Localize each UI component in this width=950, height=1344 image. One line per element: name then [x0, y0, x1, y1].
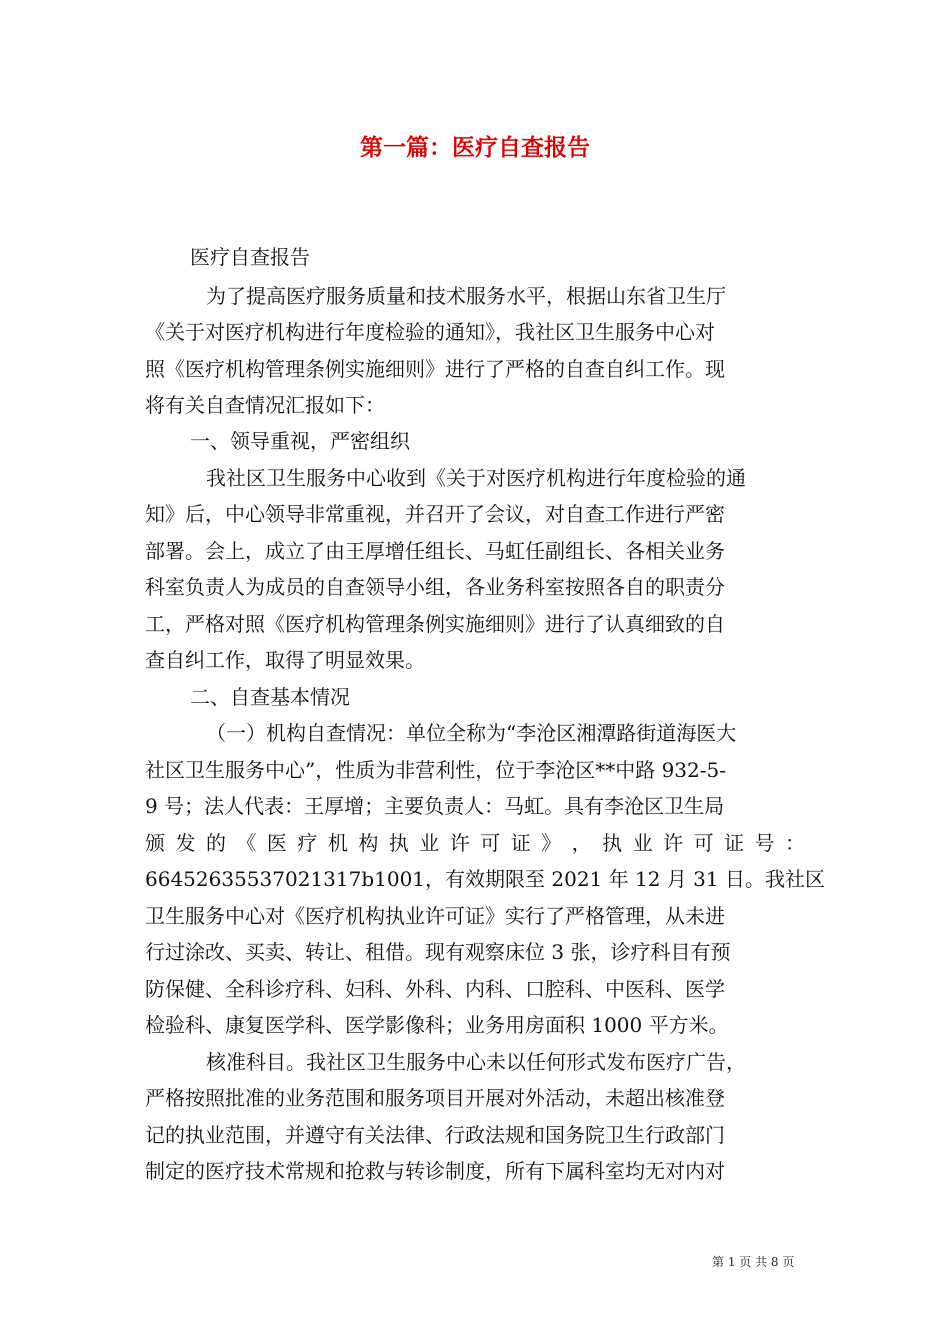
section-heading: 一、领导重视，严密组织 — [190, 429, 410, 453]
section-heading: 二、自查基本情况 — [190, 685, 350, 709]
page-number: 第 1 页 共 8 页 — [712, 1255, 795, 1269]
body-line: 记的执业范围，并遵守有关法律、行政法规和国务院卫生行政部门 — [145, 1123, 725, 1147]
body-line-justified: 颁 发 的 《 医 疗 机 构 执 业 许 可 证 》 ， 执 业 许 可 证 号 ： — [145, 831, 805, 855]
body-line: 检验科、康复医学科、医学影像科；业务用房面积 1000 平方米。 — [145, 1013, 729, 1037]
body-line: 查自纠工作，取得了明显效果。 — [145, 648, 425, 672]
body-line: 知》后，中心领导非常重视，并召开了会议，对自查工作进行严密 — [145, 502, 725, 526]
body-line: 卫生服务中心对《医疗机构执业许可证》实行了严格管理，从未进 — [145, 904, 725, 928]
body-line: 部署。会上，成立了由王厚增任组长、马虹任副组长、各相关业务 — [145, 539, 725, 563]
body-line: 我社区卫生服务中心收到《关于对医疗机构进行年度检验的通 — [206, 466, 746, 490]
page-title: 第一篇：医疗自查报告 — [360, 134, 590, 161]
body-line: 制定的医疗技术常规和抢救与转诊制度，所有下属科室均无对内对 — [145, 1159, 725, 1183]
body-line: 防保健、全科诊疗科、妇科、外科、内科、口腔科、中医科、医学 — [145, 977, 725, 1001]
body-line: 行过涂改、买卖、转让、租借。现有观察床位 3 张，诊疗科目有预 — [145, 940, 731, 964]
body-line: （一）机构自查情况：单位全称为“李沧区湘潭路街道海医大 — [206, 721, 737, 745]
body-line: 核准科目。我社区卫生服务中心未以任何形式发布医疗广告， — [206, 1050, 746, 1074]
body-line: 严格按照批准的业务范围和服务项目开展对外活动，未超出核准登 — [145, 1086, 725, 1110]
body-line: 66452635537021317b1001，有效期限至 2021 年 12 月 31 日。我社区 — [145, 867, 825, 891]
body-line: 照《医疗机构管理条例实施细则》进行了严格的自查自纠工作。现 — [145, 357, 725, 381]
body-line: 工，严格对照《医疗机构管理条例实施细则》进行了认真细致的自 — [145, 612, 725, 636]
body-line: 社区卫生服务中心”，性质为非营利性，位于李沧区**中路 932-5- — [145, 758, 726, 782]
body-line-heading: 医疗自查报告 — [190, 245, 310, 269]
body-line: 9 号；法人代表：王厚增；主要负责人：马虹。具有李沧区卫生局 — [145, 794, 725, 818]
body-line: 为了提高医疗服务质量和技术服务水平，根据山东省卫生厅 — [206, 284, 726, 308]
body-line: 科室负责人为成员的自查领导小组，各业务科室按照各自的职责分 — [145, 575, 725, 599]
body-line: 将有关自查情况汇报如下： — [145, 393, 385, 417]
body-line: 《关于对医疗机构进行年度检验的通知》，我社区卫生服务中心对 — [145, 320, 715, 344]
